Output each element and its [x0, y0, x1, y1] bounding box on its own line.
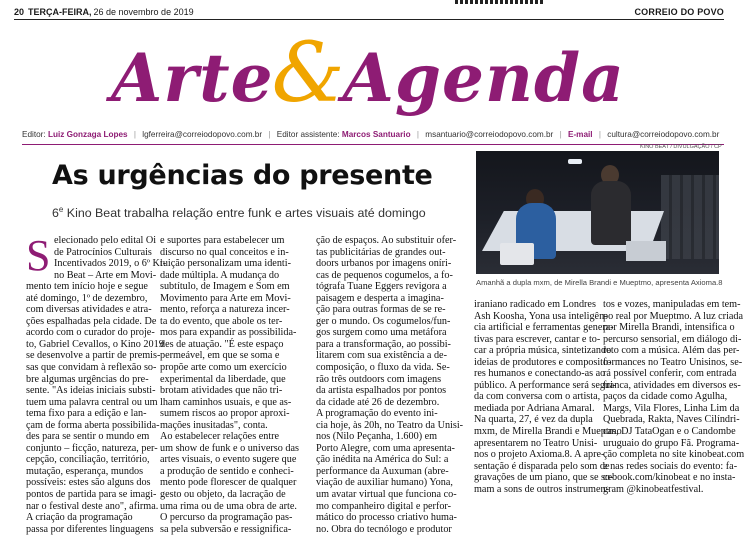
article-text-line: res humanos e conectando-as ao	[474, 368, 606, 380]
article-text-line: O percurso da programação pas-	[160, 512, 293, 524]
article-text-line: doors urbanos por imagens oníri-	[316, 258, 452, 270]
credits-rule	[22, 144, 724, 145]
divider: |	[416, 130, 419, 139]
article-text-line: ções espalhadas pela cidade. De	[26, 315, 157, 327]
article-text-line: lham caminhos usuais, e que as-	[160, 396, 292, 408]
article-text-line: mento pode florescer de qualquer	[160, 477, 297, 489]
article-text-line: bre algumas urgências do pre-	[26, 373, 149, 385]
article-text-line: sa pela subversão e ressignifica-	[160, 523, 292, 535]
speaker-stacks	[661, 175, 719, 259]
article-text-line: gravações de um piano, que se so-	[474, 472, 614, 484]
article-text-line: tuem uma palavra central ou um	[26, 396, 158, 408]
article-text-line: gram @kinobeatfestival.	[603, 483, 704, 495]
article-text-line: nos o projeto Axioma.8. A apre-	[474, 449, 605, 461]
section-masthead	[0, 22, 736, 126]
article-text-line: Porto Alegre, com uma apresenta-	[316, 442, 455, 454]
article-text-line: rão três outdoors com imagens	[316, 373, 442, 385]
performer-figure	[591, 181, 631, 245]
article-text-line: mutação, esperança, mundos	[26, 465, 144, 477]
photo-caption: Amanhã a dupla mxm, de Mirella Brandi e Mueptmo, apresenta Axioma.8	[476, 278, 723, 287]
article-text-line: A programação do evento ini-	[316, 408, 438, 420]
article-text-line: no Beat – Arte em Movi-	[54, 269, 157, 281]
article-text-line: paisagem e desperta a imagina-	[316, 292, 444, 304]
subhead-ordinal: e	[58, 205, 64, 214]
masthead-word-arte: Arte	[111, 39, 274, 117]
article-text-line: Movimento para Arte em Movi-	[160, 292, 291, 304]
article-text-line: Ash Koosha, Yona usa inteligên-	[474, 310, 608, 322]
page-number: 20	[14, 7, 25, 17]
editor-name: Luiz Gonzaga Lopes	[47, 130, 128, 139]
stage-light	[568, 159, 582, 164]
article-text-line: mações inusitadas", conta.	[160, 419, 268, 431]
article-text-line: uruguaio do grupo Fã. Programa-	[603, 437, 740, 449]
article-text-line: brotam atividades que não tri-	[160, 385, 283, 397]
article-text-line: experimental da liberdade, que	[160, 373, 286, 385]
article-text-line: tivas para escrever, cantar e to-	[474, 333, 601, 345]
article-text-line: mático do processo criativo huma-	[316, 512, 457, 524]
article-text-line: mam a sons de outros instrumen-	[474, 483, 609, 495]
article-text-line: ta do evento, que abole os ter-	[160, 315, 283, 327]
article-text-line: e suportes para estabelecer um	[160, 235, 285, 246]
article-text-line: público. A performance será segui-	[474, 379, 617, 391]
article-column-5	[603, 299, 744, 495]
masthead-word-agenda: Agenda	[342, 39, 625, 117]
editorial-credits	[22, 130, 724, 142]
article-headline: As urgências do presente	[52, 160, 433, 191]
article-text-line: mo companheiro digital e perfor-	[316, 500, 452, 512]
divider: |	[559, 130, 562, 139]
article-text-line: sas que convidam à reflexão so-	[26, 362, 157, 374]
article-text-line: gesto ou objeto, da lacração de	[160, 489, 286, 501]
article-text-line: A criação da programação	[26, 512, 133, 524]
weekday: TERÇA-FEIRA,	[28, 7, 92, 17]
article-text-line: formances no Teatro Unisinos, se-	[603, 356, 743, 368]
article-text-line: mento tem início hoje e segue	[26, 281, 148, 293]
article-text-line: cepção, conciliação, território,	[26, 454, 150, 466]
article-text-line: percurso sensorial, em diálogo di-	[603, 333, 742, 345]
article-text-line: viação de auxiliar humano) Yona,	[316, 477, 453, 489]
article-text-line: performance da Auxuman (abre-	[316, 465, 449, 477]
article-text-line: cia artificial e ferramentas genera-	[474, 322, 614, 334]
article-text-line: a produção de sentido e conheci-	[160, 465, 294, 477]
article-text-line: da artista espalhados por pontos	[316, 385, 447, 397]
article-text-line: dade múltipla. A mudança do	[160, 269, 280, 281]
article-text-line: tógrafa Tuane Eggers revigora a	[316, 281, 447, 293]
article-text-line: reto com a música. Além das per-	[603, 345, 740, 357]
article-text-line: tos e vozes, manipuladas em tem-	[603, 299, 741, 310]
article-text-line: Na quarta, 27, é vez da dupla	[474, 414, 593, 426]
article-text-line: mento, reforça a natureza incer-	[160, 304, 290, 316]
article-text-line: ção completa no site kinobeat.com	[603, 449, 744, 461]
article-text-line: mediada por Adriana Amaral.	[474, 402, 595, 414]
assistant-name: Marcos Santuario	[341, 130, 411, 139]
subhead-text: Kino Beat trabalha relação entre funk e artes visuais até domingo	[63, 206, 426, 221]
article-text-line: ção de espaços. Ao substituir ofer-	[316, 235, 457, 246]
article-text-line: para a transformação, ao possibi-	[316, 338, 451, 350]
console	[626, 241, 666, 261]
laptop	[500, 243, 534, 265]
article-text-line: Quebrada, Rakta, Naves Cilíndri-	[603, 414, 740, 426]
article-text-line: subtítulo, de Imagem e Som em	[160, 281, 290, 293]
article-text-line: se desenvolve a partir de premis-	[26, 350, 161, 362]
article-text-line: composição, o fluxo da vida. Se-	[316, 362, 450, 374]
divider: |	[133, 130, 136, 139]
article-text-line: acordo com o curador do proje-	[26, 327, 155, 339]
drop-cap: S	[26, 231, 51, 280]
section-email[interactable]: cultura@correiodopovo.com.br	[607, 130, 720, 139]
article-text-line: tas publicitárias de grandes out-	[316, 246, 446, 258]
article-column-1	[26, 231, 167, 535]
page-header	[14, 5, 724, 19]
article-text-line: cebook.com/kinobeat e no insta-	[603, 472, 736, 484]
article-text-line: po real por Mueptmo. A luz criada	[603, 310, 744, 322]
divider: |	[268, 130, 271, 139]
subhead-number: 6	[52, 206, 59, 221]
article-text-line: ger o mundo. Os cogumelos/fun-	[316, 315, 451, 327]
article-text-line: até domingo, 1º de dezembro,	[26, 292, 148, 304]
header-rule	[14, 19, 724, 20]
article-text-line: Incentivados 2019, o 6º Ki-	[54, 258, 167, 270]
masthead-ampersand: &	[271, 26, 345, 121]
article-text-line: ção inédita na América do Sul: a	[316, 454, 449, 466]
article-text-line: sentação é disparada pelo som de	[474, 460, 610, 472]
article-text-line: propõe arte como um exercício	[160, 362, 287, 374]
article-text-line: des para se sentir o mundo em	[26, 431, 150, 443]
editor-email[interactable]: lgferreira@correiodopovo.com.br	[142, 130, 263, 139]
article-photo	[476, 151, 719, 274]
article-text-line: tuição personalizam uma identi-	[160, 258, 291, 270]
article-text-line: passa por diferentes linguagens	[26, 523, 154, 535]
newspaper-name: CORREIO DO POVO	[634, 7, 724, 17]
article-text-line: conjunto – ficção, natureza, per-	[26, 442, 158, 454]
article-text-line: cas, DJ TataOgan e o Candombe	[603, 426, 736, 438]
article-text-line: de Patrocínios Culturais	[54, 246, 152, 258]
article-text-line: Ao estabelecer relações entre	[160, 431, 280, 443]
article-column-4	[474, 299, 622, 495]
assistant-email[interactable]: msantuario@correiodopovo.com.br	[425, 130, 554, 139]
article-text-line: rá possível conferir, com entrada	[603, 368, 737, 380]
article-text-line: mxm, de Mirella Brandi e Mueptmo	[474, 426, 622, 438]
registration-marks	[455, 0, 545, 4]
article-text-line: sumem riscos ao propor aproxi-	[160, 408, 290, 420]
article-text-line: ideias de produtores e composito-	[474, 356, 612, 368]
article-text-line: cas de pequenos cogumelos, a fo-	[316, 269, 453, 281]
article-text-line: cia hoje, às 20h, no Teatro da Unisi-	[316, 419, 464, 431]
article-text-line: tema fixo para a edição e lan-	[26, 408, 147, 420]
email-label: E-mail	[567, 130, 593, 139]
article-text-line: apresentarem no Teatro Unisi-	[474, 437, 598, 449]
article-text-line: iraniano radicado em Londres	[474, 299, 596, 310]
article-text-line: paços da cidade como Agulha,	[603, 391, 728, 403]
article-text-line: franca, atividades em diversos es-	[603, 379, 741, 391]
article-text-line: litarem com sua existência a de-	[316, 350, 447, 362]
article-text-line: des de atuação. "É este espaço	[160, 338, 284, 350]
article-text-line: permeável, em que se soma e	[160, 350, 280, 362]
article-text-line: sente. "As ideias iniciais substi-	[26, 385, 156, 397]
article-column-3	[316, 235, 468, 535]
article-text-line: com diversas atividades e atra-	[26, 304, 152, 316]
article-text-line: pontos de partida para se imagi-	[26, 489, 157, 501]
article-text-line: Margs, Vila Flores, Linha Lim da	[603, 402, 740, 414]
article-text-line: nar o festival deste ano", afirma.	[26, 500, 159, 512]
article-text-line: da cidade até 26 de dezembro.	[316, 396, 440, 408]
editor-label: Editor:	[22, 130, 46, 139]
article-text-line: um show de funk e o universo das	[160, 442, 299, 454]
article-text-line: da com conversa com o artista,	[474, 391, 601, 403]
article-text-line: uma rima ou de uma obra de arte.	[160, 500, 297, 512]
article-text-line: e nas redes sociais do evento: fa-	[603, 460, 738, 472]
article-text-line: gos surgem como uma metáfora	[316, 327, 447, 339]
article-text-line: elecionado pelo edital Oi	[54, 235, 157, 246]
article-text-line: artes visuais, o evento sugere que	[160, 454, 297, 466]
article-text-line: possíveis: estes são alguns dos	[26, 477, 151, 489]
article-column-2	[160, 235, 310, 535]
article-text-line: to, Gabriel Cevallos, o Kino 2019	[26, 338, 164, 350]
article-text-line: no. Obra do tecnólogo e produtor	[316, 523, 452, 535]
article-text-line: çam de forma aberta possibilida-	[26, 419, 160, 431]
issue-date: 26 de novembro de 2019	[93, 7, 194, 17]
article-subhead	[52, 205, 452, 220]
article-text-line: car a própria música, sintetizando	[474, 345, 612, 357]
assistant-label: Editor assistente:	[276, 130, 340, 139]
article-text-line: nos (Nilo Peçanha, 1.600) em	[316, 431, 438, 443]
article-text-line: discurso no qual conceitos e in-	[160, 246, 289, 258]
article-text-line: um avatar virtual que funciona co-	[316, 489, 457, 501]
article-text-line: ção para outras formas de se re-	[316, 304, 446, 316]
photo-credit: KINO BEAT / DIVULGAÇÃO / CP	[640, 144, 722, 150]
divider: |	[598, 130, 601, 139]
article-text-line: por Mirella Brandi, intensifica o	[603, 322, 735, 334]
article-text-line: mos para expandir as possibilida-	[160, 327, 297, 339]
